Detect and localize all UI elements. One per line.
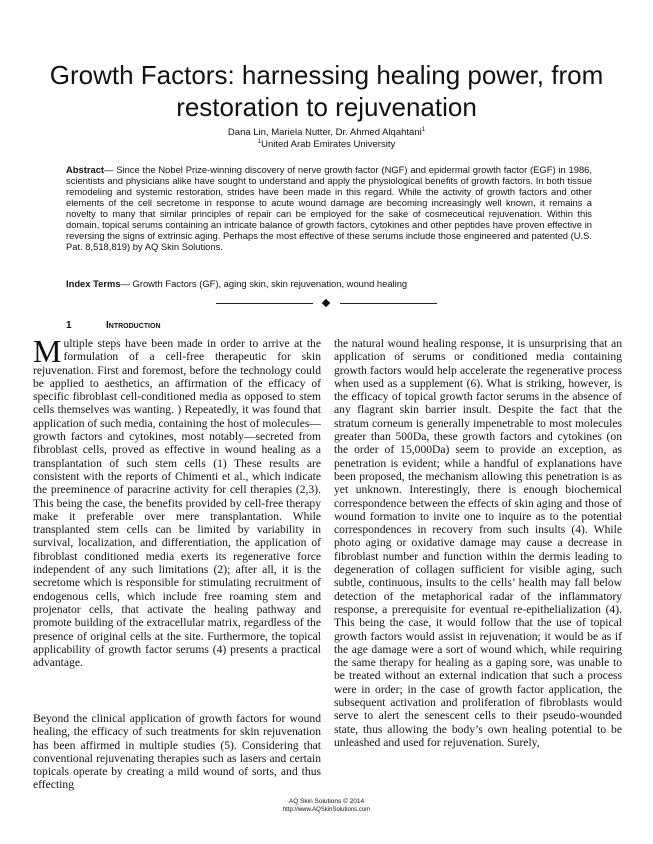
intro-paragraph-1-text: ultiple steps have been made in order to arrive at the formulation of a cell-free therapeutic for skin rejuvenation. First and foremost, before the technology could be applied to aesthetics, an affirmation of the efficacy of specific fibroblast cell-conditioned media as opposed to stem cells themselves was wanting. ) Repeatedly, it was found that application of such media, containing the host of molecules—growth factors and cytokines, most notably—secreted from fibroblast cells, proved as effective in wound healing as a transplantation of such stem cells (1) These results are consistent with the reports of Chimenti et al., which indicate the preeminence of paracrine activity for cell therapies (2,3). This being the case, the benefits provided by cell-free therapy make it preferable over mere transplantation. While transplanted stem cells can be limited by variability in survival, localization, and differentiation, the application of fibroblast conditioned media exerts its regenerative force independent of any such limitations (2); after all, it is the secretome which is responsible for stimulating recruitment of endogenous cells, which include free roaming stem and projenator cells, that activate the healing pathway and promote building of the extracellular matrix, regardless of the presence of original cells at the site. Furthermore, the topical applicability of growth factor serums (4) presents a practical advantage. [33, 337, 321, 670]
intro-paragraph-1 [33, 333, 321, 670]
diamond-icon [322, 299, 330, 307]
paper-title: Growth Factors: harnessing healing power, from restoration to rejuvenation [49, 60, 604, 122]
section-number: 1 [66, 320, 72, 331]
abstract-text: — Since the Nobel Prize-winning discovery of nerve growth factor (NGF) and epidermal growth factor (EGF) in 1986, scientists and physicians alike have sought to understand and apply the physiological benefits of growth factors. In both tissue remodeling and systemic restoration, strides have been made in this regard. While the activity of growth factors and other elements of the cell secretome in response to acute wound damage are becoming increasingly well known, it remains a novelty to many that similar principles of repair can be employed for the sake of cosmeceutical rejuvenation. Within this domain, topical serums containing an intricate balance of growth factors, cytokines and other peptides have proven effective in reversing the signs of extrinsic aging. Perhaps the most effective of these serums include those engineered and patented (U.S. Pat. 8,518,819) by AQ Skin Solutions. [66, 164, 592, 252]
abstract [66, 164, 592, 252]
intro-paragraph-3: the natural wound healing response, it is unsurprising that an application of serums or conditioned media containing growth factors would help accelerate the regenerative process when used as a supplement (6). What is striking, however, is the efficacy of topical growth factor serums in the absence of any flagrant skin barrier insult. Despite the fact that the stratum corneum is generally impenetrable to most molecules greater than 500Da, these growth factors and cytokines (on the order of 15,000Da) seem to provide an exception, as penetration is evident; while a handful of explanations have been proposed, the mechanism allowing this penetration is as yet unknown. Interestingly, there is enough biochemical correspondence between the effects of skin aging and those of wound formation to invite one to inquire as to the potential correspondences in recovery from such insults (4). While photo aging or oxidative damage may cause a decrease in fibroblast number and function within the dermis leading to degeneration of collagen sufficient for visible aging, such subtle, continuous, insults to the cells’ health may fall below detection of the metaphorical radar of the inflammatory response, a prerequisite for eventual re-epithelialization (4). This being the case, it would follow that the use of topical growth factors would assist in rejuvenation; it would be as if the age damage were a sort of wound which, while requiring the same therapy for healing as a gaping sore, was unable to be treated without an external indication that such a process were in order; in the case of growth factor application, the subsequent activation and proliferation of fibroblasts would serve to alert the senescent cells to their pseudo-wounded state, thus allowing the body’s own healing potential to be unleashed and used for rejuvenation. Surely, [334, 337, 622, 749]
divider-line-left [216, 303, 313, 304]
section-divider [0, 299, 653, 309]
index-terms-label: Index Terms [66, 278, 121, 289]
footer-copyright: AQ Skin Solutions © 2014 [288, 798, 365, 805]
divider-line-right [340, 303, 437, 304]
affiliation-name: United Arab Emirates University [261, 139, 396, 150]
footer-url: http://www.AQSkinSolutions.com [282, 807, 371, 813]
author-names: Dana Lin, Mariela Nutter, Dr. Ahmed Alqahtani [227, 127, 422, 138]
affiliation [20, 139, 633, 150]
author-list [20, 127, 633, 138]
intro-paragraph-2: Beyond the clinical application of growth factors for wound healing, the efficacy of such treatments for skin rejuvenation has been affirmed in multiple studies (5). Considering that conventional rejuvenating therapies such as lasers and certain topicals operate by creating a mild wound of sorts, and thus effecting [33, 712, 321, 792]
page-footer [20, 798, 633, 814]
index-terms-text: — Growth Factors (GF), aging skin, skin rejuvenation, wound healing [120, 278, 408, 289]
abstract-label: Abstract [66, 164, 105, 175]
drop-cap: M [33, 333, 62, 369]
index-terms [66, 278, 592, 289]
section-heading [66, 320, 326, 332]
section-title: Introduction [106, 320, 161, 331]
author-affiliation-marker: 1 [421, 127, 426, 133]
affiliation-marker: 1 [257, 139, 262, 145]
